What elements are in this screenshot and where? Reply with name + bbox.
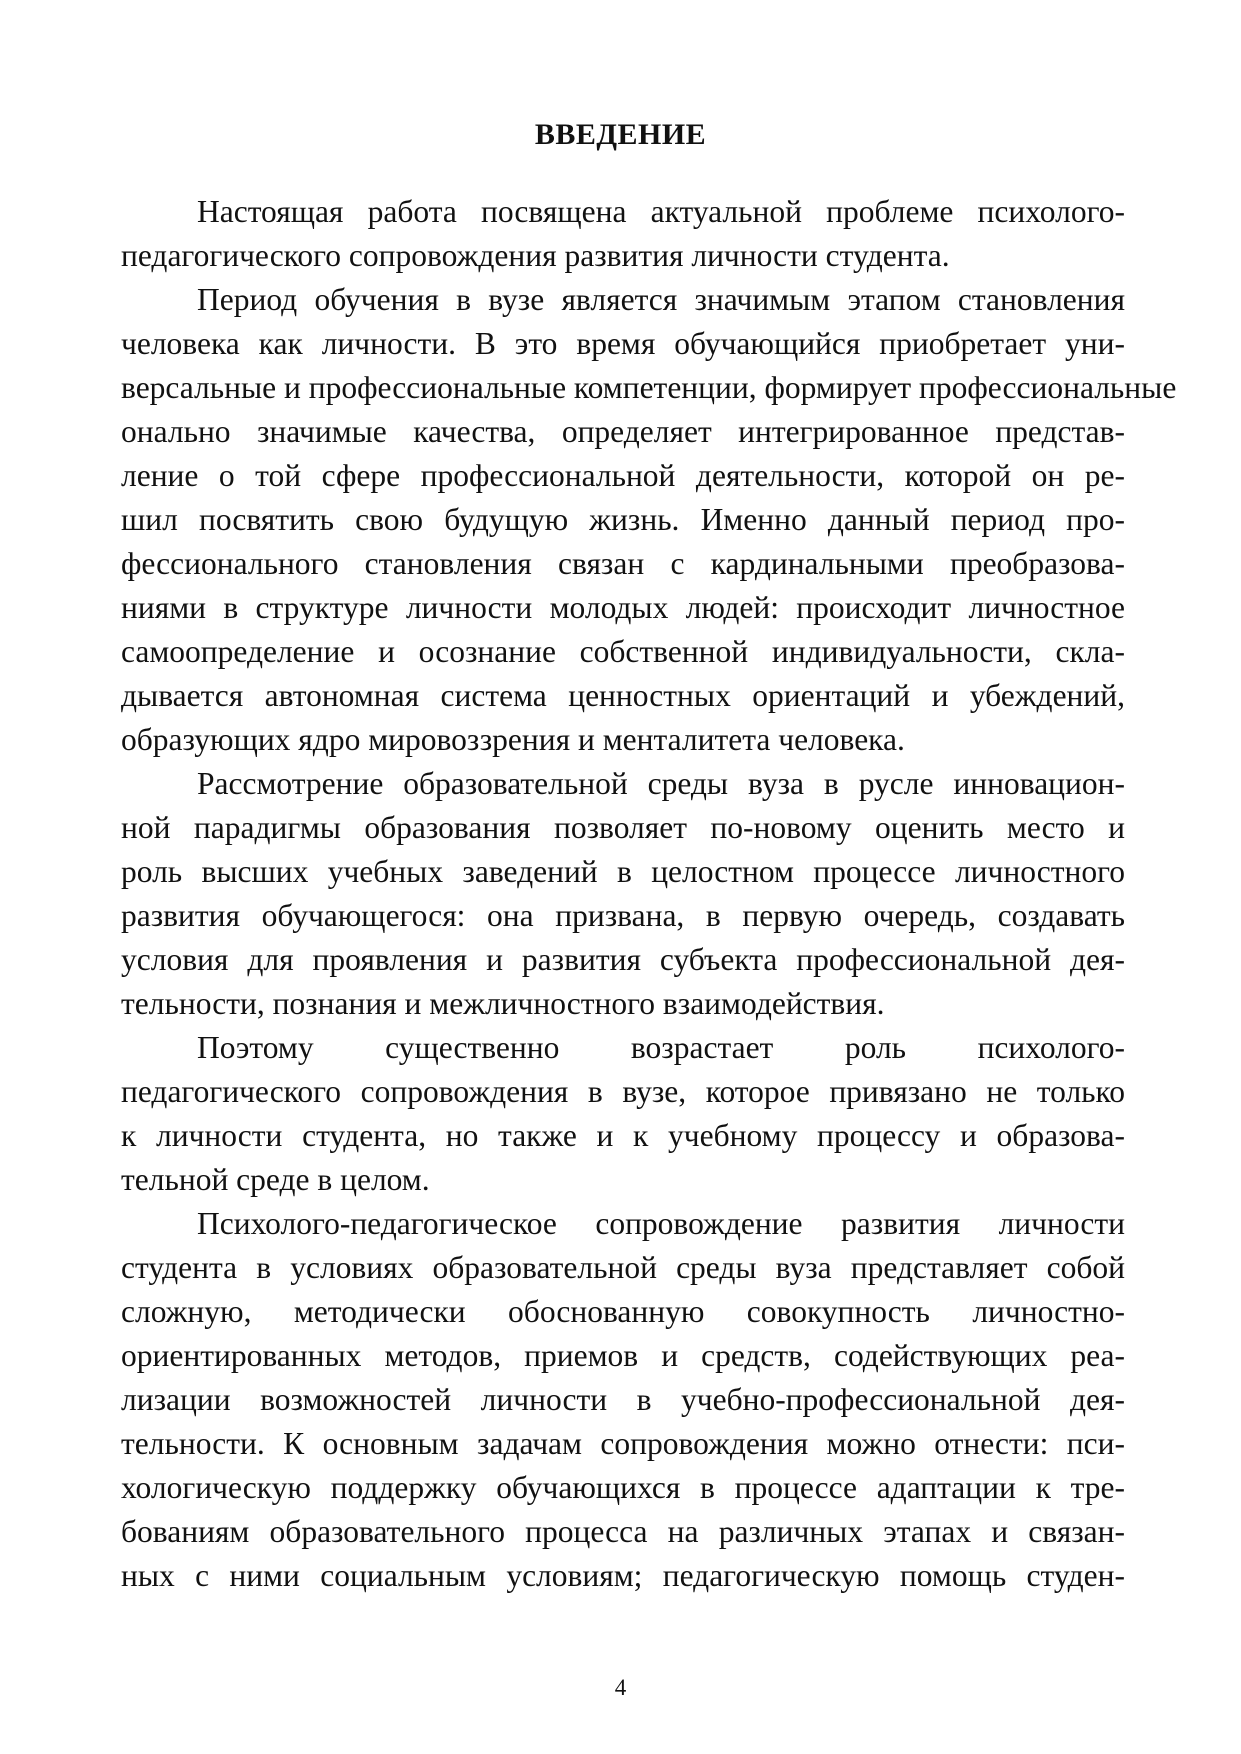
text-line: ной парадигмы образования позволяет по-новому оценить место и <box>121 810 1125 845</box>
text-line: Настоящая работа посвящена актуальной проблеме психолого- <box>197 194 1125 229</box>
text-line: фессионального становления связан с кардинальными преобразова- <box>121 546 1125 581</box>
text-line: Период обучения в вузе является значимым этапом становления <box>197 282 1125 317</box>
text-line: Психолого-педагогическое сопровождение развития личности <box>197 1206 1125 1241</box>
text-line: ление о той сфере профессиональной деятельности, которой он ре- <box>121 458 1125 493</box>
text-line: версальные и профессиональные компетенции, формирует профессиональные <box>121 370 1177 405</box>
text-line: педагогического сопровождения развития личности студента. <box>121 238 950 273</box>
paragraph-4 <box>121 1026 1125 1202</box>
text-line: дывается автономная система ценностных ориентаций и убеждений, <box>121 678 1125 713</box>
text-line: хологическую поддержку обучающихся в процессе адаптации к тре- <box>121 1470 1125 1505</box>
paragraph-3 <box>121 762 1125 1026</box>
text-line: Поэтому существенно возрастает роль психолого- <box>197 1030 1125 1065</box>
text-line: ных с ними социальным условиям; педагогическую помощь студен- <box>121 1558 1125 1593</box>
text-line: ориентированных методов, приемов и средств, содействующих реа- <box>121 1338 1125 1373</box>
text-line: человека как личности. В это время обучающийся приобретает уни- <box>121 326 1125 361</box>
text-line: образующих ядро мировоззрения и менталитета человека. <box>121 722 905 757</box>
paragraph-2 <box>121 278 1177 762</box>
text-line: педагогического сопровождения в вузе, которое привязано не только <box>121 1074 1125 1109</box>
text-line: самоопределение и осознание собственной индивидуальности, скла- <box>121 634 1125 669</box>
page-title: ВВЕДЕНИЕ <box>534 118 707 151</box>
text-line: онально значимые качества, определяет интегрированное представ- <box>121 414 1125 449</box>
text-line: тельности. К основным задачам сопровождения можно отнести: пси- <box>121 1426 1125 1461</box>
text-line: сложную, методически обоснованную совокупность личностно- <box>121 1294 1125 1329</box>
text-line: бованиям образовательного процесса на различных этапах и связан- <box>121 1514 1125 1549</box>
page-number: 4 <box>614 1675 627 1700</box>
paragraph-1 <box>121 190 1125 278</box>
text-line: развития обучающегося: она призвана, в первую очередь, создавать <box>121 898 1125 933</box>
text-line: шил посвятить свою будущую жизнь. Именно данный период про- <box>121 502 1125 537</box>
text-line: ниями в структуре личности молодых людей: происходит личностное <box>121 590 1125 625</box>
text-line: роль высших учебных заведений в целостном процессе личностного <box>121 854 1125 889</box>
paragraph-5 <box>121 1202 1125 1598</box>
text-line: условия для проявления и развития субъекта профессиональной дея- <box>121 942 1125 977</box>
text-line: тельности, познания и межличностного взаимодействия. <box>121 986 885 1021</box>
body-text <box>121 190 1177 1598</box>
text-line: студента в условиях образовательной среды вуза представляет собой <box>121 1250 1125 1285</box>
text-line: к личности студента, но также и к учебному процессу и образова- <box>121 1118 1125 1153</box>
text-line: лизации возможностей личности в учебно-профессиональной дея- <box>121 1382 1125 1417</box>
text-line: тельной среде в целом. <box>121 1162 430 1197</box>
text-line: Рассмотрение образовательной среды вуза в русле инновацион- <box>197 766 1125 801</box>
